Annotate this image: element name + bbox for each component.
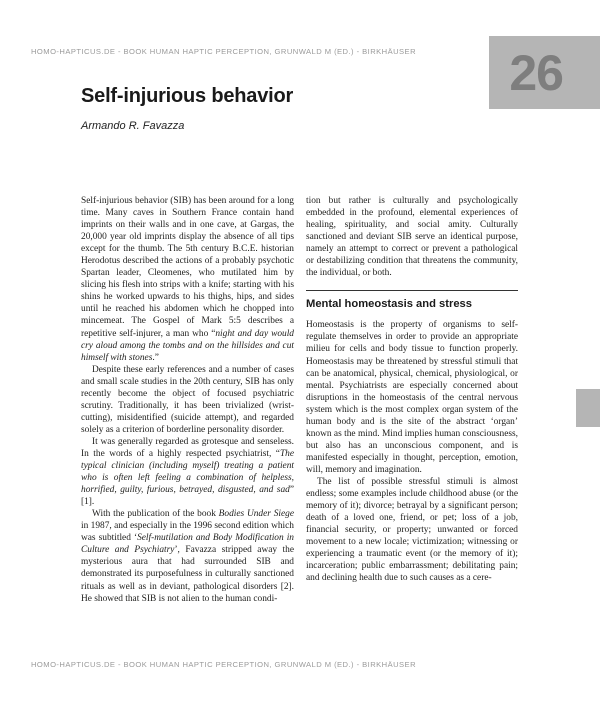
- left-column: [81, 195, 294, 605]
- paragraph: With the publication of the book Bodies Under Siege in 1987, and especially in the 1996 second edition which was subtitled ‘Self-mutilation and Body Modification in Culture and Psychiatry’, Favazza stripped away the mysterious aura that had surrounded SIB and demonstrated its purposefulness in culturally sanctioned rituals as well as in deviant, pathological disorders [2]. He showed that SIB is not alien to the human condi-: [81, 509, 295, 604]
- running-head-bottom: HOMO-HAPTICUS.DE - BOOK HUMAN HAPTIC PERCEPTION, GRUNWALD M (ED.) - BIRKHÄUSER: [31, 660, 416, 669]
- right-column: [306, 195, 518, 584]
- paragraph: The list of possible stressful stimuli is almost endless; some examples include childhood abuse (or the memory of it); divorce; betrayal by a significant person; death of a loved one, friend, or pet; loss of a job, financial security, or property; unwanted or forced movement to a new locale; victimization; witnessing or experiencing a traumatic event (or the memory of it); incarceration; public embarrassment; debilitating pain; and declining health due to such causes as a cere-: [306, 476, 518, 584]
- section-heading: Mental homeostasis and stress: [306, 298, 473, 311]
- paragraph: tion but rather is culturally and psychologically embedded in the profound, elemental experiences of healing, spirituality, and social amity. Culturally sanctioned and deviant SIB serve an identical purpose, namely an attempt to correct or prevent a pathological or destabilizing condition that threatens the community, the individual, or both.: [306, 196, 518, 279]
- paragraph: Homeostasis is the property of organisms to self-regulate themselves in order to provide an appropriate milieu for cells and body tissue to function properly. Homeostasis may be threatened by stressful stimuli that can be anatomical, physical, chemical, physiological, or mental. Psychiatrists are especially concerned about disruptions in the homeostasis of the central nervous system which is the most complex organ system of the human body and is the site of the abstract ‘organ’ known as the mind. Mind implies human consciousness, but also has an unconscious component, and is manifested especially in thought, perception, emotion, will, memory and imagination.: [306, 320, 518, 475]
- article-title: Self-injurious behavior: [81, 85, 294, 107]
- paragraph: It was generally regarded as grotesque and senseless. In the words of a highly respected psychiatrist, “The typical clinician (including myself) treating a patient who is often left feeling a combination of helpless, horrified, guilty, furious, betrayed, disgusted, and sad” [1].: [81, 436, 294, 508]
- chapter-number: 26: [509, 45, 563, 101]
- paragraph: Despite these early references and a number of cases and small scale studies in the 20th century, SIB has only recently become the object of focused psychiatric scrutiny. Traditionally, it has been trivialized (wrist-cutting), misidentified (suicide attempt), and regarded solely as a criterion of borderline personality disorder.: [81, 364, 294, 435]
- article-author: Armando R. Favazza: [81, 120, 185, 132]
- running-head-top: HOMO-HAPTICUS.DE - BOOK HUMAN HAPTIC PERCEPTION, GRUNWALD M (ED.) - BIRKHÄUSER: [31, 47, 416, 56]
- section-rule: [306, 290, 518, 291]
- paragraph: Self-injurious behavior (SIB) has been around for a long time. Many caves in Southern France contain hand imprints on their walls and in one cave, at Gargas, the 20,000 year old imprints display the absence of all tips except for the thumb. The 5th century B.C.E. historian Herodotus described the actions of a probably psychotic Spartan leader, Cleomenes, who mutilated him by slicing his flesh into strips with a knife; starting with his shins he worked upwards to his thighs, hips, and sides until he reached his abdomen which he chopped into mincemeat. The Gospel of Mark 5:5 describes a repetitive self-injurer, a man who “night and day would cry aloud among the tombs and on the hillsides and cut himself with stones.”: [81, 196, 294, 363]
- side-thumb-tab: [576, 389, 600, 427]
- chapter-number-box: [489, 36, 600, 109]
